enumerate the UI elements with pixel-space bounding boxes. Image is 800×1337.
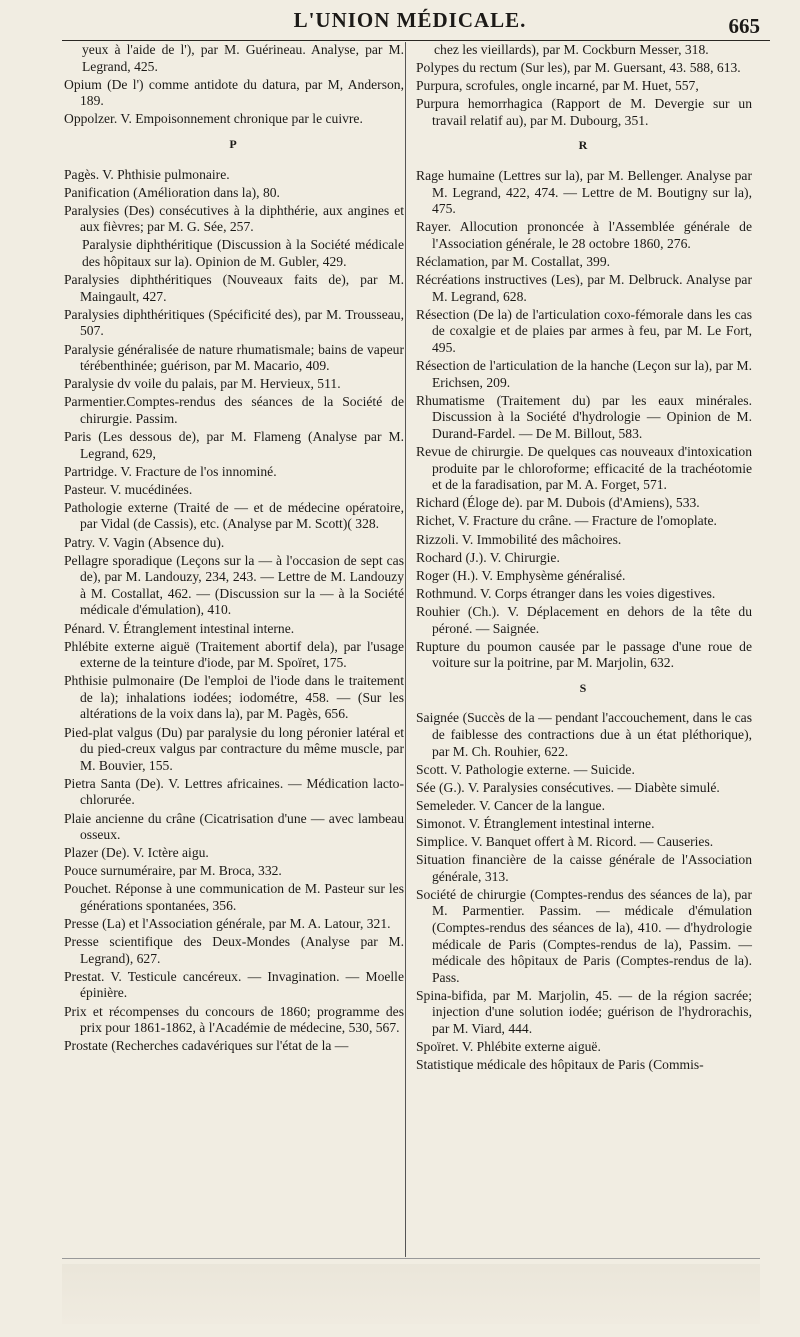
index-entry: Pied-plat valgus (Du) par paralysie du long péronier latéral et du pied-creux valgus par contracture du même muscle, par M. Bouvier, 155. — [64, 724, 404, 773]
section-letter-s: S — [579, 680, 589, 695]
index-entry: Paralysies (Des) consécutives à la diphthérie, aux angines et aux fièvres; par M. G. Sée, 257. — [64, 202, 404, 235]
index-entry: Oppolzer. V. Empoisonnement chronique par le cuivre. — [64, 111, 363, 127]
index-entry: Rizzoli. V. Immobilité des mâchoires. — [416, 531, 622, 547]
index-entry: Parmentier.Comptes-rendus des séances de la Société de chirurgie. Passim. — [64, 394, 404, 426]
index-entry: Paris (Les dessous de), par M. Flameng (Analyse par M. Legrand, 629, — [64, 428, 404, 461]
footer-rule — [62, 1258, 760, 1259]
left-top-entries — [64, 42, 404, 128]
index-entry: Statistique médicale des hôpitaux de Paris (Commis- — [416, 1057, 704, 1073]
index-entry: Paralysie généralisée de nature rhumatismale; bains de vapeur térébenthinée; guérison, par M. Macario, 409. — [64, 341, 404, 374]
index-entry: Pouchet. Réponse à une communication de M. Pasteur sur les générations spontanées, 356. — [64, 881, 404, 913]
index-entry: Panification (Amélioration dans la), 80. — [64, 184, 280, 200]
index-entry: Revue de chirurgie. De quelques cas nouveaux d'intoxication produite par le chloroforme; efficacité de la trachéotomie et de la faradisation, par M. A. Forget, 571. — [416, 444, 752, 493]
index-entry: Prestat. V. Testicule cancéreux. — Invagination. — Moelle épinière. — [64, 968, 404, 1001]
index-entry: Presse (La) et l'Association générale, par M. A. Latour, 321. — [64, 916, 391, 932]
index-entry: Pietra Santa (De). V. Lettres africaines. — Médication lacto-chlorurée. — [64, 775, 404, 808]
section-letter-r: R — [578, 138, 590, 153]
index-entry: Richet, V. Fracture du crâne. — Fracture de l'omoplate. — [416, 513, 717, 529]
bleed-through-area — [62, 1264, 760, 1324]
index-entry: Pasteur. V. mucédinées. — [64, 481, 193, 497]
index-entry: Pellagre sporadique (Leçons sur la — à l'occasion de sept cas de), par M. Landouzy, 234, 243. — Lettre de M. Landouzy à M. Costallat, 462. — (Discussion sur la — à la Société médicale d'émulation), 410. — [64, 552, 404, 618]
header-rule — [62, 40, 770, 41]
running-header — [60, 4, 760, 38]
index-entry: Pagès. V. Phthisie pulmonaire. — [64, 166, 230, 182]
right-r-entries — [416, 168, 752, 672]
index-entry: Purpura, scrofules, ongle incarné, par M. Huet, 557, — [416, 78, 699, 94]
index-entry: Société de chirurgie (Comptes-rendus des séances de la), par M. Parmentier. Passim. — médicale d'émulation (Comptes-rendus des séances de la), 410. — d'hydrologie médicale de Paris (Comptes-rendus de la), Passim. — médicale des hôpitaux de Paris (Comptes-rendus de la). Pass. — [416, 886, 752, 985]
index-entry: Roger (H.). V. Emphysème généralisé. — [416, 567, 626, 583]
index-entry: Résection (De la) de l'articulation coxo-fémorale dans les cas de coxalgie et de plaies par armes à feu, par M. Le Fort, 495. — [416, 306, 752, 355]
index-entry: Pénard. V. Étranglement intestinal interne. — [64, 620, 295, 636]
index-entry: Phthisie pulmonaire (De l'emploi de l'iode dans le traitement de la); inhalations iodées; iodométre, 458. — (Sur les altérations de la voix dans la), par M. Pagès, 656. — [64, 673, 404, 722]
index-entry: Récréations instructives (Les), par M. Delbruck. Analyse par M. Legrand, 628. — [416, 272, 752, 304]
right-top-entries — [416, 42, 752, 129]
index-entry: Scott. V. Pathologie externe. — Suicide. — [416, 761, 635, 777]
index-entry: Pathologie externe (Traité de — et de médecine opératoire, par Vidal (de Cassis), etc. (Analyse par M. Scott)( 328. — [64, 499, 404, 532]
index-entry: Paralysies diphthéritiques (Spécificité des), par M. Trousseau, 507. — [64, 306, 404, 339]
index-entry: Plaie ancienne du crâne (Cicatrisation d'une — avec lambeau osseux. — [64, 810, 404, 843]
index-entry: Rupture du poumon causée par le passage d'une roue de voiture sur la poitrine, par M. Marjolin, 632. — [416, 638, 752, 671]
section-letter-p: P — [229, 136, 239, 151]
index-entry: Sée (G.). V. Paralysies consécutives. — Diabète simulé. — [416, 779, 720, 795]
left-p-entries — [64, 167, 404, 1055]
index-entry: Presse scientifique des Deux-Mondes (Analyse par M. Legrand), 627. — [64, 934, 404, 966]
column-divider — [405, 42, 406, 1257]
index-entry: Saignée (Succès de la — pendant l'accouchement, dans le cas de faiblesse des contractions due à un état pléthorique), par M. Ch. Rouhier, 622. — [416, 710, 752, 759]
page-number: 665 — [728, 14, 760, 38]
left-column — [64, 42, 404, 1056]
index-entry: Paralysie diphthéritique (Discussion à la Société médicale des hôpitaux sur la). Opinion de M. Gubler, 429. — [82, 237, 404, 270]
journal-title: L'UNION MÉDICALE. — [293, 8, 527, 32]
index-entry: Polypes du rectum (Sur les), par M. Guersant, 43. 588, 613. — [416, 60, 741, 76]
index-entry: Rhumatisme (Traitement du) par les eaux minérales. Discussion à la Société d'hydrologie — Opinion de M. Durand-Fardel. — De M. Billout, 583. — [416, 392, 752, 441]
index-entry: Paralysies diphthéritiques (Nouveaux faits de), par M. Maingault, 427. — [64, 272, 404, 304]
index-entry: Spoïret. V. Phlébite externe aiguë. — [416, 1039, 601, 1055]
index-entry: Patry. V. Vagin (Absence du). — [64, 534, 225, 550]
index-entry: chez les vieillards), par M. Cockburn Messer, 318. — [434, 42, 709, 57]
index-entry: Richard (Éloge de). par M. Dubois (d'Amiens), 533. — [416, 495, 700, 511]
index-entry: Situation financière de la caisse générale de l'Association générale, 313. — [416, 852, 752, 884]
index-entry: Rayer. Allocution prononcée à l'Assemblée générale de l'Association générale, le 28 octobre 1860, 276. — [416, 219, 752, 251]
right-s-entries — [416, 710, 752, 1073]
index-entry: Spina-bifida, par M. Marjolin, 45. — de la région sacrée; injection d'une solution iodée; guérison de l'hydrorachis, par M. Viard, 444. — [416, 987, 752, 1037]
index-entry: Partridge. V. Fracture de l'os innominé. — [64, 463, 277, 479]
index-entry: Pouce surnuméraire, par M. Broca, 332. — [64, 863, 282, 879]
index-entry: Réclamation, par M. Costallat, 399. — [416, 254, 611, 270]
index-entry: Rothmund. V. Corps étranger dans les voies digestives. — [416, 585, 716, 601]
index-entry: Semeleder. V. Cancer de la langue. — [416, 797, 605, 813]
index-entry: Opium (De l') comme antidote du datura, par M, Anderson, 189. — [64, 76, 404, 109]
index-entry: Paralysie dv voile du palais, par M. Hervieux, 511. — [64, 376, 341, 392]
index-entry: Simonot. V. Étranglement intestinal interne. — [416, 815, 655, 831]
index-entry: Résection de l'articulation de la hanche (Leçon sur la), par M. Erichsen, 209. — [416, 358, 752, 390]
index-entry: Plazer (De). V. Ictère aigu. — [64, 845, 209, 861]
index-entry: yeux à l'aide de l'), par M. Guérineau. Analyse, par M. Legrand, 425. — [82, 42, 404, 74]
index-entry: Rochard (J.). V. Chirurgie. — [416, 549, 560, 565]
index-entry: Simplice. V. Banquet offert à M. Ricord. — Causeries. — [416, 834, 714, 850]
index-entry: Rage humaine (Lettres sur la), par M. Bellenger. Analyse par M. Legrand, 422, 474. — Lettre de M. Boutigny sur la), 475. — [416, 168, 752, 217]
index-entry: Phlébite externe aiguë (Traitement abortif dela), par l'usage externe de la teinture d'iode, par M. Spoïret, 175. — [64, 638, 404, 671]
right-column — [416, 42, 752, 1075]
index-entry: Rouhier (Ch.). V. Déplacement en dehors de la tête du péroné. — Saignée. — [416, 603, 752, 636]
index-entry: Prostate (Recherches cadavériques sur l'état de la — — [64, 1038, 349, 1054]
index-entry: Prix et récompenses du concours de 1860; programme des prix pour 1861-1862, à l'Académie de médecine, 530, 567. — [64, 1003, 404, 1036]
index-entry: Purpura hemorrhagica (Rapport de M. Devergie sur un travail relatif au), par M. Dubourg, 351. — [416, 96, 752, 128]
